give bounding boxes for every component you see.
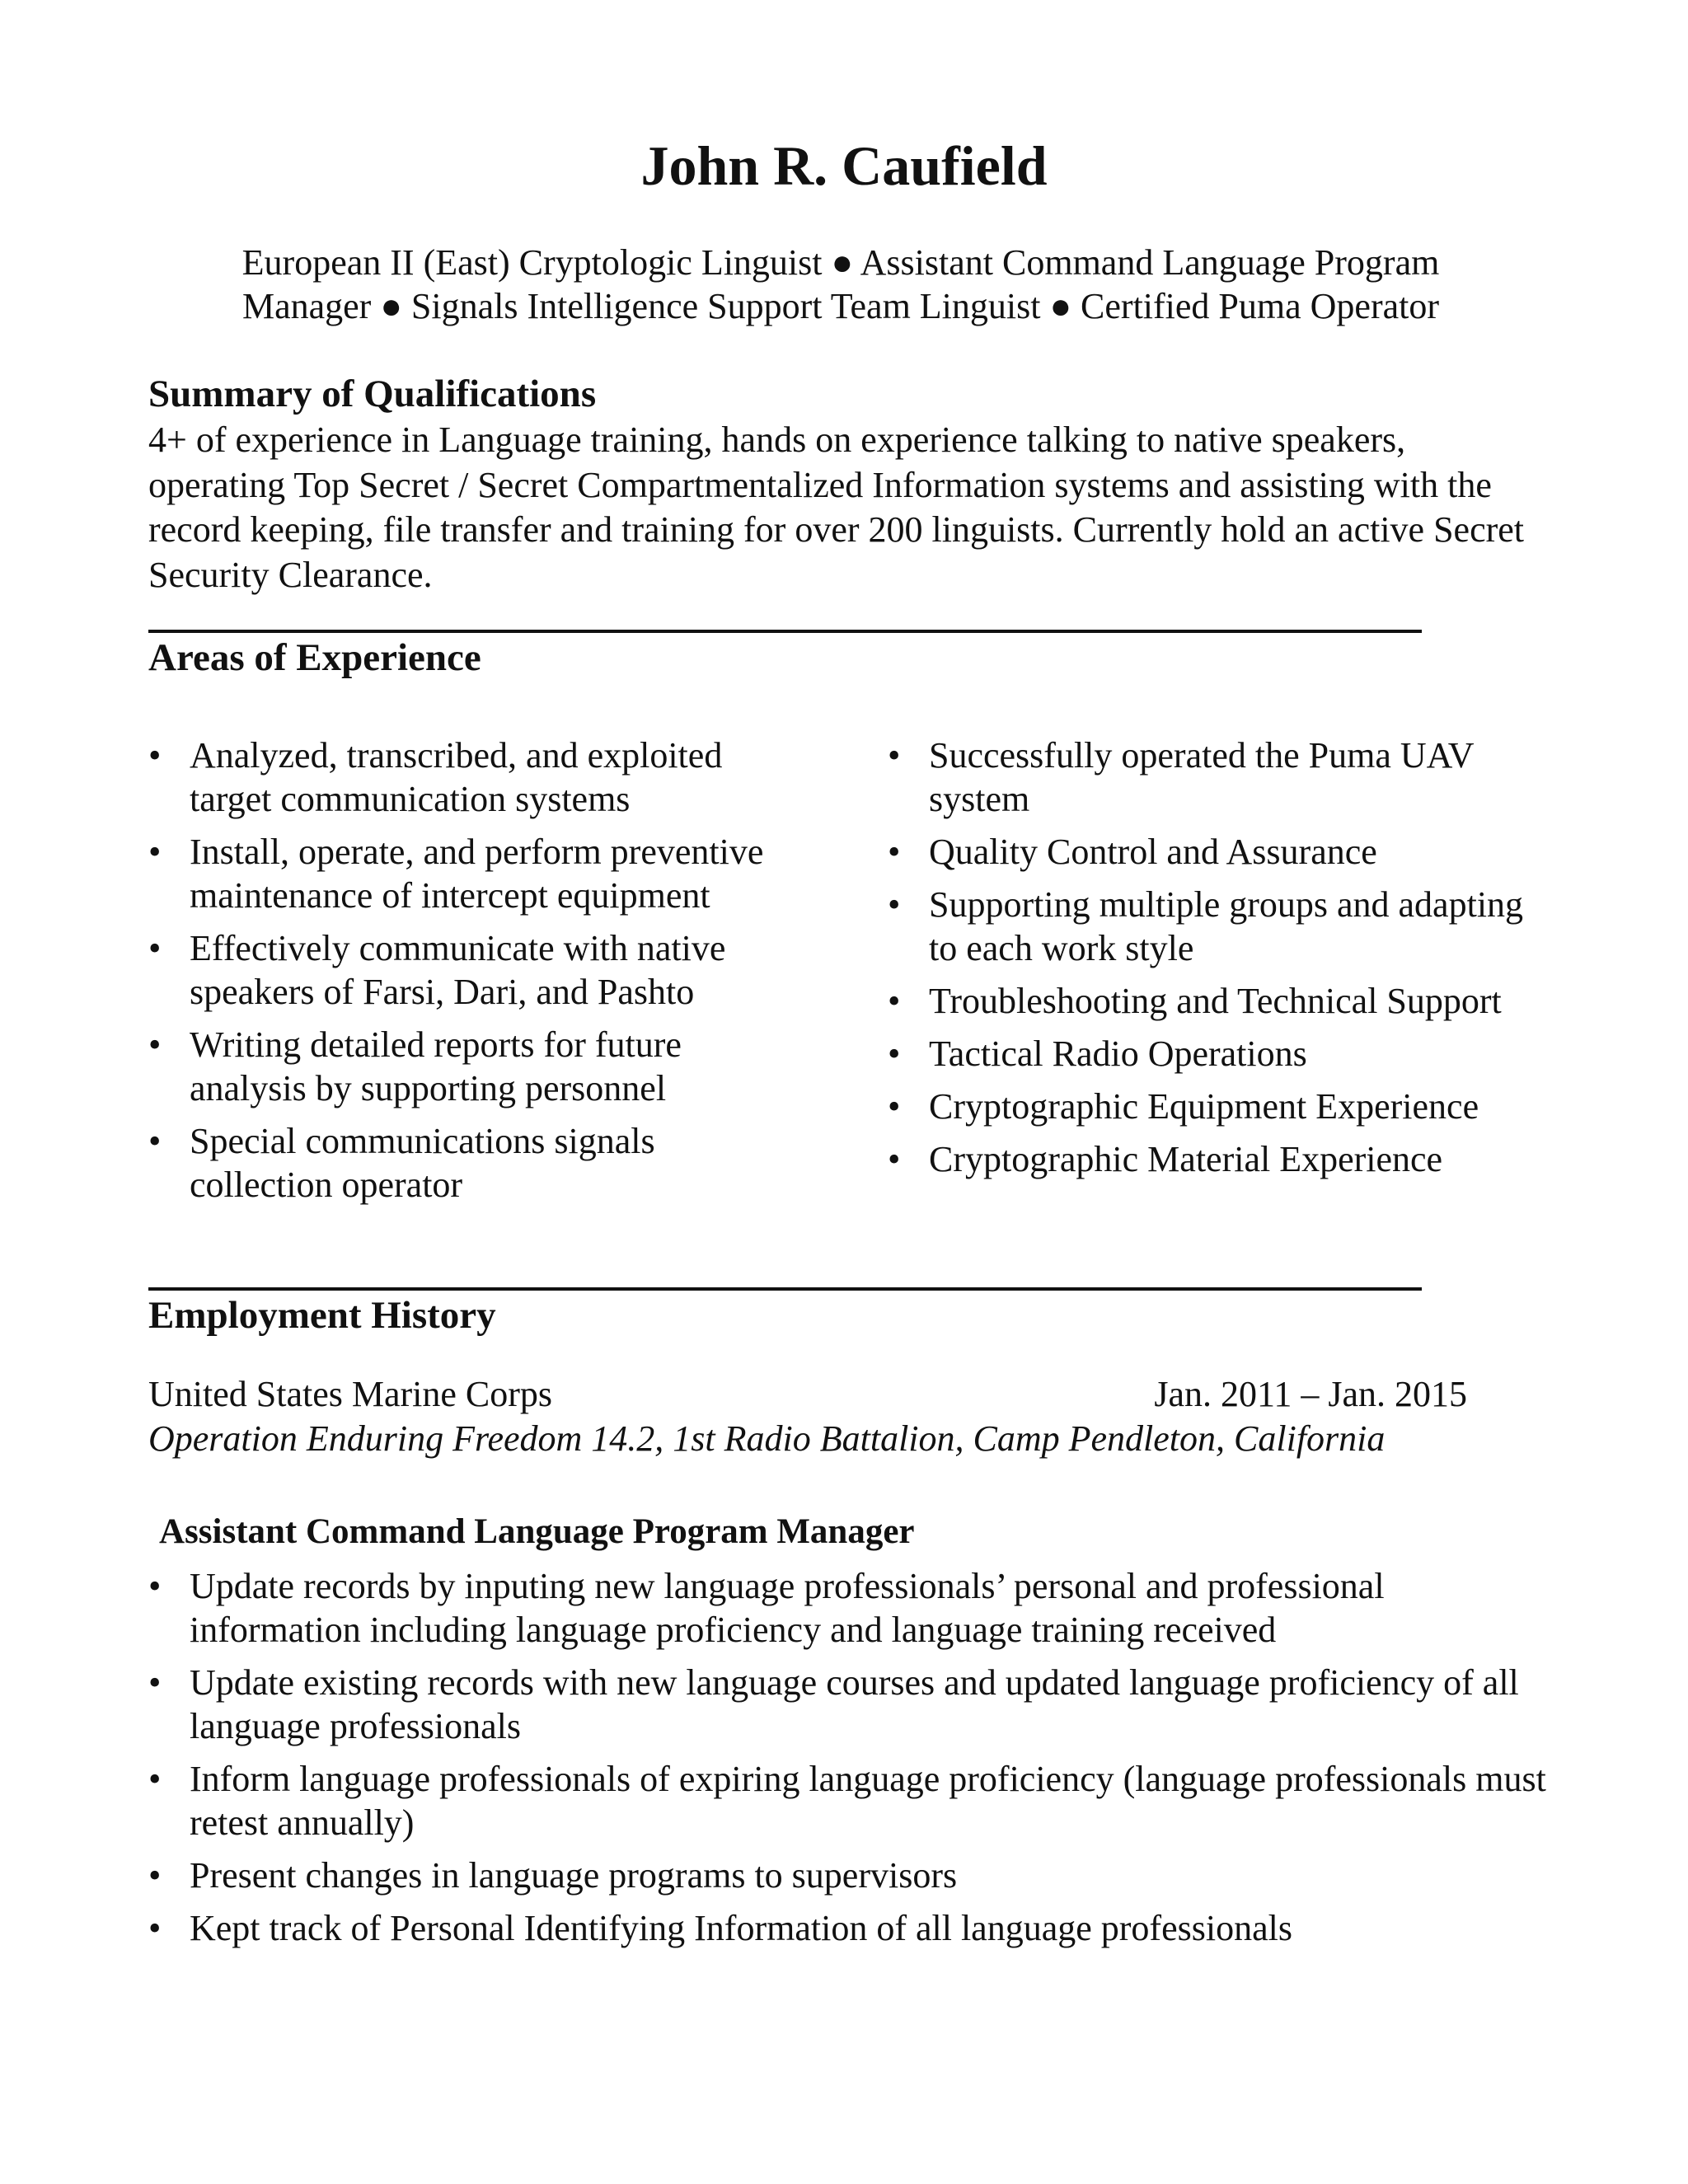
role-title: Assistant Command Language Program Manager	[159, 1512, 915, 1551]
list-item: • Update existing records with new language courses and updated language proficiency of all language professionals	[148, 1661, 1550, 1748]
duties-list	[148, 1564, 1550, 1959]
list-item: • Present changes in language programs to supervisors	[148, 1854, 1550, 1897]
list-item: • Install, operate, and perform preventive maintenance of intercept equipment	[148, 830, 791, 917]
list-item: • Troubleshooting and Technical Support	[888, 979, 1547, 1023]
section-divider	[148, 630, 1422, 633]
experience-heading: Areas of Experience	[148, 636, 481, 679]
list-item: • Cryptographic Material Experience	[888, 1137, 1547, 1181]
summary-heading: Summary of Qualifications	[148, 373, 597, 415]
list-item: • Quality Control and Assurance	[888, 830, 1547, 874]
list-item: • Supporting multiple groups and adapting to each work style	[888, 883, 1547, 970]
employment-location: Operation Enduring Freedom 14.2, 1st Radio Battalion, Camp Pendleton, California	[148, 1418, 1386, 1459]
list-item: • Update records by inputing new language professionals’ personal and professional information including language proficiency and language training received	[148, 1564, 1550, 1652]
list-item: • Writing detailed reports for future analysis by supporting personnel	[148, 1023, 791, 1110]
list-item: • Successfully operated the Puma UAV system	[888, 733, 1547, 821]
list-item: • Effectively communicate with native speakers of Farsi, Dari, and Pashto	[148, 926, 791, 1014]
professional-headline: European II (East) Cryptologic Linguist ● Assistant Command Language Program Manager ● Signals Intelligence Support Team Linguist ● Certified Puma Operator	[241, 242, 1440, 326]
list-item: • Analyzed, transcribed, and exploited target communication systems	[148, 733, 791, 821]
list-item: • Tactical Radio Operations	[888, 1032, 1547, 1076]
experience-list-left	[148, 733, 791, 1216]
list-item: • Special communications signals collection operator	[148, 1119, 791, 1207]
candidate-name: John R. Caufield	[640, 134, 1048, 197]
list-item: • Inform language professionals of expiring language proficiency (language professionals must retest annually)	[148, 1757, 1550, 1844]
section-divider	[148, 1287, 1422, 1291]
employment-dates: Jan. 2011 – Jan. 2015	[1154, 1374, 1467, 1414]
employer-name: United States Marine Corps	[148, 1374, 553, 1414]
summary-text: 4+ of experience in Language training, hands on experience talking to native speakers, operating Top Secret / Secret Compartmentalized Information systems and assisting with the record keeping, file transfer and training for over 200 linguists. Currently hold an active Secret Security Clearance.	[148, 419, 1525, 595]
experience-list-right	[888, 733, 1547, 1190]
list-item: • Kept track of Personal Identifying Information of all language professionals	[148, 1906, 1550, 1950]
list-item: • Cryptographic Equipment Experience	[888, 1085, 1547, 1128]
employment-heading: Employment History	[148, 1294, 496, 1337]
